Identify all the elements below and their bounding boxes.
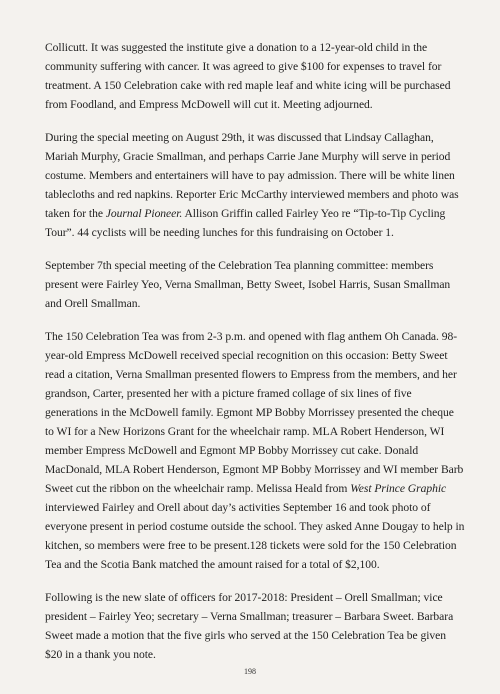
paragraph-1 [45, 38, 465, 114]
page-number: 198 [244, 667, 256, 676]
page-body [45, 38, 465, 678]
paragraph-1-text: Collicutt. It was suggested the institute give a donation to a 12-year-old child in the community suffering with cancer. It was agreed to give $100 for expenses to travel for treatment. A 150 Celebration cake with red maple leaf and white icing will be purchased from Foodland, and Empress McDowell will cut it. Meeting adjourned. [45, 41, 451, 111]
paragraph-2-text-b: Allison Griffin called Fairley Yeo re “Tip-to-Tip Cycling Tour”. 44 cyclists will be needing lunches for this fundraising on October 1. [45, 207, 446, 239]
paragraph-2 [45, 128, 465, 242]
paragraph-3-text: September 7th special meeting of the Celebration Tea planning committee: members present were Fairley Yeo, Verna Smallman, Betty Sweet, Isobel Harris, Susan Smallman and Orell Smallman. [45, 259, 451, 310]
journal-pioneer-title: Journal Pioneer. [105, 207, 183, 220]
west-prince-graphic-title: West Prince Graphic [350, 482, 447, 495]
paragraph-3 [45, 256, 465, 313]
paragraph-2-text-a: During the special meeting on August 29th, it was discussed that Lindsay Callaghan, Mariah Murphy, Gracie Smallman, and perhaps Carrie Jane Murphy will serve in period costume. Members and entertainers will have to pay admission. There will be white linen tablecloths and red napkins. Reporter Eric McCarthy interviewed members and photo was taken for the [45, 131, 459, 220]
paragraph-4 [45, 327, 465, 574]
paragraph-4-text-b: interviewed Fairley and Orell about day’s activities September 16 and took photo of everyone present in period costume outside the school. They asked Anne Dougay to help in kitchen, so members were free to be present.128 tickets were sold for the 150 Celebration Tea and the Scotia Bank matched the amount raised for a total of $2,100. [45, 501, 465, 571]
paragraph-4-text-a: The 150 Celebration Tea was from 2-3 p.m. and opened with flag anthem Oh Canada. 98-year-old Empress McDowell received special recognition on this occasion: Betty Sweet read a citation, Verna Smallman presented flowers to Empress from the members, and her grandson, Carter, presented her with a picture framed collage of six lines of five generations in the McDowell family. Egmont MP Bobby Morrissey presented the cheque to WI for a New Horizons Grant for the wheelchair ramp. MLA Robert Henderson, WI member Empress McDowell and Egmont MP Bobby Morrissey cut cake. Donald MacDonald, MLA Robert Henderson, Egmont MP Bobby Morrissey and WI member Barb Sweet cut the ribbon on the wheelchair ramp. Melissa Heald from [45, 330, 464, 495]
paragraph-5-text: Following is the new slate of officers for 2017-2018: President – Orell Smallman; vice president – Fairley Yeo; secretary – Verna Smallman; treasurer – Barbara Sweet. Barbara Sweet made a motion that the five girls who served at the 150 Celebration Tea be given $20 in a thank you note. [45, 591, 454, 661]
paragraph-5 [45, 588, 465, 664]
